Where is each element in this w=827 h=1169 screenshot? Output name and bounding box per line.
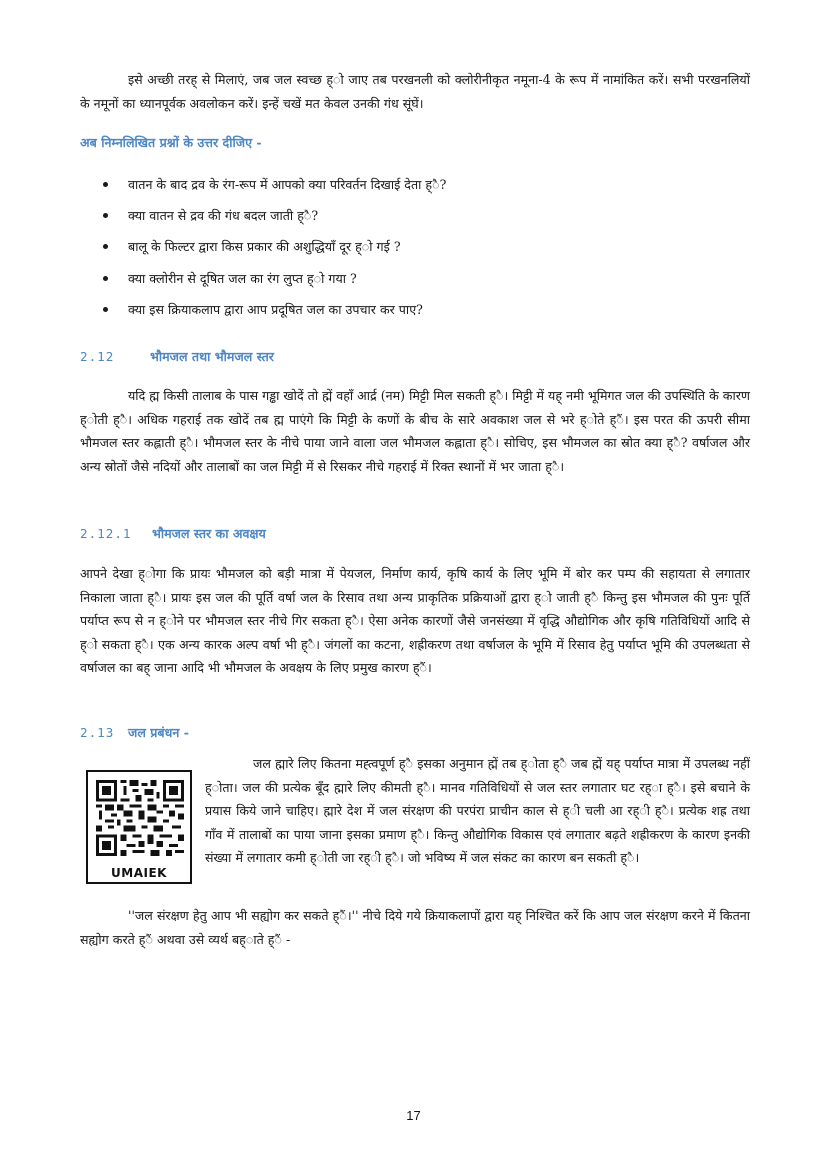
question-item (100, 297, 446, 328)
page-number: 17 (406, 1108, 421, 1123)
intro-paragraph: इसे अच्छी तरह् से मिलाएं, जब जल स्वच्छ ह्ो जाए तब परखनली को क्लोरीनीकृत नमूना-4 के रूप में नामांकित करें। सभी परखनलियों के नमूनों का ध्यानपूर्वक अवलोकन करें। इन्हें चखें मत केवल उनकी गंध सूंघें। (80, 72, 750, 111)
section-2-13-heading (80, 724, 189, 741)
question-text: वातन के बाद द्रव के रंग-रूप में आपको क्या परिवर्तन दिखाई देता ह्ै? (128, 177, 447, 192)
section-2-13-paragraph: जल ह्मारे लिए कितना मह्त्वपूर्ण ह्ै इसका अनुमान ह्में तब ह्ोता ह्ै जब ह्में यह् पर्याप्त मात्रा में उपलब्ध नहीं ह्ोता। जल की प्रत्येक बूँद ह्मारे लिए कीमती ह्ै। मानव गतिविधियों से जल स्तर लगातार घट रह्ा ह्ै। इसे बचाने के प्रयास किये जाने चाहिए। ह्मारे देश में जल संरक्षण की परपंरा प्राचीन काल से ह्ी चली आ रह्ी ह्ै। प्रत्येक शह्र तथा गाँव में तालाबों का पाया जाना इसका प्रमाण ह्ै। किन्तु औद्योगिक विकास एवं लगातार बढ़ते शह्रीकरण के कारण इनकी संख्या में लगातार कमी ह्ोती जा रह्ी ह्ै। जो भविष्य में जल संकट का कारण बन सकती ह्ै। (205, 756, 750, 866)
section-title: जल प्रबंधन - (128, 725, 189, 740)
bullet-icon (100, 203, 128, 234)
section-title: भौमजल स्तर का अवक्षय (152, 526, 266, 541)
questions-heading: अब निम्नलिखित प्रश्नों के उत्तर दीजिए - (80, 135, 262, 150)
question-item (100, 172, 446, 203)
question-text: क्या क्लोरीन से दूषित जल का रंग लुप्त ह्ो गया ? (128, 270, 357, 286)
question-text: क्या वातन से द्रव की गंध बदल जाती ह्ै? (128, 208, 319, 224)
question-text: क्या इस क्रियाकलाप द्वारा आप प्रदूषित जल का उपचार कर पाए? (128, 301, 423, 317)
section-2-12-heading (80, 348, 274, 365)
bullet-icon (100, 234, 128, 265)
questions-list (100, 172, 446, 328)
section-2-13-closing-paragraph: ''जल संरक्षण हेतु आप भी सह्योग कर सकते ह्ैं।'' नीचे दिये गये क्रियाकलापों द्वारा यह् निश्चित करें कि आप जल संरक्षण करने में कितना सह्योग करते ह्ैं अथवा उसे व्यर्थ बह्ाते ह्ैं - (80, 908, 750, 947)
question-item (100, 203, 446, 234)
section-number: 2.13 (80, 725, 115, 740)
question-item (100, 266, 446, 297)
section-2-12-1-heading (80, 525, 266, 542)
bullet-icon (100, 266, 128, 297)
qr-code-icon (96, 779, 184, 857)
qr-code-label: UMAIEK (111, 866, 167, 880)
section-2-12-1-paragraph: आपने देखा ह्ोगा कि प्रायः भौमजल को बड़ी मात्रा में पेयजल, निर्माण कार्य, कृषि कार्य के लिए भूमि में बोर कर पम्प की सहायता से लगातार निकाला जाता ह्ै। प्रायः इस जल की पूर्ति वर्षा जल के रिसाव तथा अन्य प्राकृतिक प्रक्रियाओं द्वारा ह्ो जाती ह्ै किन्तु इस भौमजल की पुनः पूर्ति पर्याप्त रूप से न ह्ोने पर भौमजल स्तर नीचे गिर सकता ह्ै। ऐसा अनेक कारणों जैसे जनसंख्या में वृद्धि औद्योगिक और कृषि गतिविधियों आदि से ह्ो सकता ह्ै। एक अन्य कारक अल्प वर्षा भी ह्ै। जंगलों का कटना, शह्रीकरण तथा वर्षाजल के भूमि में रिसाव हेतु पर्याप्त भूमि की उपलब्धता से वर्षाजल का बह् जाना आदि भी भौमजल के अवक्षय के लिए प्रमुख कारण ह्ैं। (80, 566, 750, 676)
question-item (100, 234, 446, 265)
section-number: 2.12.1 (80, 526, 132, 541)
section-2-12-paragraph: यदि ह्म किसी तालाब के पास गड्ढा खोदें तो ह्में वहाँ आर्द्र (नम) मिट्टी मिल सकती ह्ै। मिट्टी में यह् नमी भूमिगत जल की उपस्थिति के कारण ह्ोती ह्ै। अधिक गहराई तक खोदें तब ह्म पाएंगे कि मिट्टी के कणों के बीच के सारे अवकाश जल से भरे ह्ोते ह्ैं। इस परत की ऊपरी सीमा भौमजल स्तर कह्लाती ह्ै। भौमजल स्तर के नीचे पाया जाने वाला जल भौमजल कह्लाता ह्ै। सोचिए, इस भौमजल का स्रोत क्या ह्ै? वर्षाजल और अन्य स्रोतों जैसे नदियों और तालाबों का जल मिट्टी में से रिसकर नीचे गहराई में रिक्त स्थानों में भर जाता ह्ै। (80, 388, 750, 474)
section-number: 2.12 (80, 349, 115, 364)
bullet-icon (100, 172, 128, 203)
bullet-icon (100, 297, 128, 328)
question-text: बालू के फिल्टर द्वारा किस प्रकार की अशुद्धियाँ दूर ह्ो गई ? (128, 239, 401, 255)
qr-code[interactable] (86, 770, 192, 884)
section-title: भौमजल तथा भौमजल स्तर (150, 349, 274, 364)
